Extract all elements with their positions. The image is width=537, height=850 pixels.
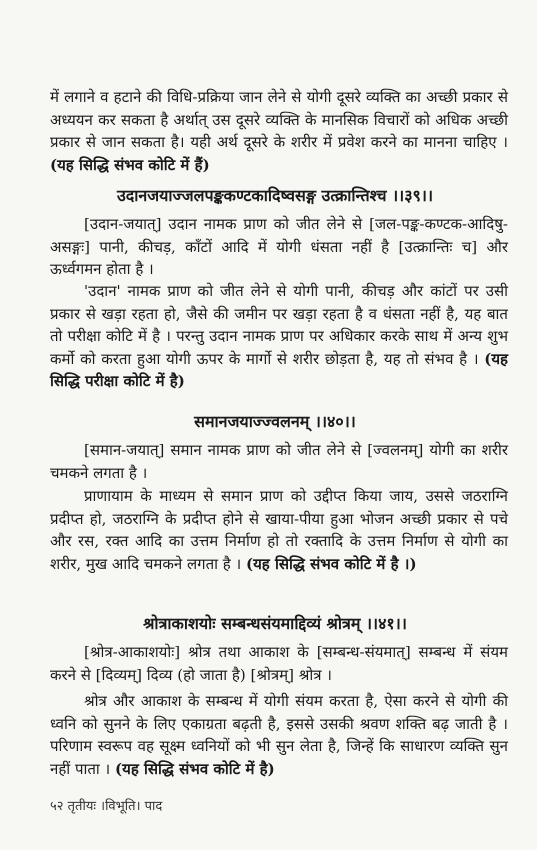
paragraph-text: में लगाने व हटाने की विधि-प्रक्रिया जान लेने से योगी दूसरे व्यक्ति का अच्छी प्रकार से अध्ययन कर सकता है अर्थात् उस दूसरे व्यक्ति के मानसिक विचारों को अधिक अच्छी प्रकार से जान सकता है। यही अर्थ दूसरे के शरीर में प्रवेश करने का मानना चाहिए । [50,88,508,151]
sutra-41-explanation [50,690,508,780]
paragraph-text: श्रोत्र और आकाश के सम्बन्ध में योगी संयम करता है, ऐसा करने से योगी की ध्वनि को सुनने के लिए एकाग्रता बढ़ती है, इससे उसकी श्रवण शक्ति बढ़ जाती है । परिणाम स्वरूप वह सूक्ष्म ध्वनियों को भी सुन लेता है, जिन्हें कि साधारण व्यक्ति सुन नहीं पाता । [50,692,508,778]
sutra-39: उदानजयाज्जलपङ्ककण्टकादिष्वसङ्ग उत्क्रान्तिश्च ।।३९।। [116,186,434,205]
paragraph-text: प्राणायाम के माध्यम से समान प्राण को उद्दीप्त किया जाय, उससे जठराग्नि प्रदीप्त हो, जठराग्नि के प्रदीप्त होने से खाया-पीया हुआ भोजन अच्छी प्रकार से पचे और रस, रक्त आदि का उत्तम निर्माण हो तो रक्तादि के उत्तम निर्माण से योगी का शरीर, मुख आदि चमकने लगता है । [50,487,508,573]
siddhi-note: (यह सिद्धि परीक्षा कोटि में है) [50,349,508,390]
sutra-40: समानजयाज्ज्वलनम् ।।४०।। [194,412,356,431]
siddhi-note: (यह सिद्धि संभव कोटि में है ।) [245,554,417,573]
sutra-39-word-meaning: [उदान-जयात्] उदान नामक प्राण को जीत लेने से [जल-पङ्क-कण्टक-आदिषु-असङ्गः] पानी, कीचड़, काँटों आदि में योगी धंसता नहीं है [उत्क्रान्तिः च] और ऊर्ध्वगमन होता है । [50,215,508,278]
sutra-39-explanation [50,280,508,393]
sutra-41-word-meaning: [श्रोत्र-आकाशयोः] श्रोत्र तथा आकाश के [सम्बन्ध-संयमात्] सम्बन्ध में संयम करने से [दिव्यम्] दिव्य (हो जाता है) [श्रोत्रम्] श्रोत्र । [50,643,508,684]
sutra-41: श्रोत्राकाशयोः सम्बन्धसंयमाद्दिव्यं श्रोत्रम् ।।४१।। [143,614,407,633]
siddhi-note: (यह सिद्धि संभव कोटि में है) [115,759,275,778]
siddhi-note: (यह सिद्धि संभव कोटि में हैं) [50,155,210,174]
paragraph-text: 'उदान' नामक प्राण को जीत लेने से योगी पानी, कीचड़ और कांटों पर उसी प्रकार से खड़ा रहता हो, जैसे की जमीन पर खड़ा रहता है व धंसता नहीं है, यह बात तो परीक्षा कोटि में है । परन्तु उदान नामक प्राण पर अधिकार करके साथ में अन्य शुभ कर्मो को करता हुआ योगी ऊपर के मार्गो से शरीर छोड़ता है, यह तो संभव है । [50,282,508,368]
paragraph-continued [50,86,508,176]
sutra-40-word-meaning: [समान-जयात्] समान नामक प्राण को जीत लेने से [ज्वलनम्] योगी का शरीर चमकने लगता है । [50,441,508,482]
page-footer: ५२ तृतीयः ।विभूति। पाद [50,799,163,814]
sutra-40-explanation [50,485,508,575]
